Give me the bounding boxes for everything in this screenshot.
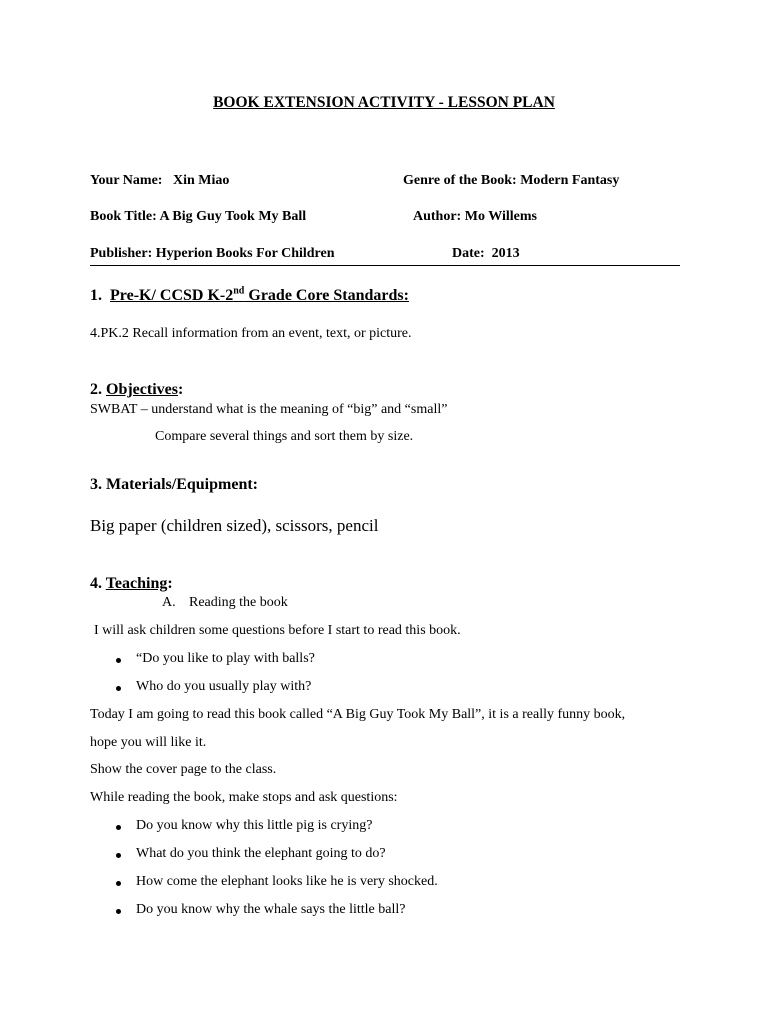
bullet-icon [116,825,121,830]
heading-colon: : [167,575,173,592]
subsection-marker: A. [162,595,176,610]
materials-text: Big paper (children sized), scissors, pencil [90,516,379,535]
date-value: 2013 [491,246,520,261]
genre-value: Modern Fantasy [520,173,620,188]
list-item: Do you know why the whale says the little ball? [136,902,406,917]
objective-line: SWBAT – understand what is the meaning of “big” and “small” [90,402,448,417]
section-number: 1. [90,287,102,304]
header-divider [90,265,680,266]
list-item: Do you know why this little pig is crying? [136,818,373,833]
section-number: 2. [90,381,102,398]
section-standards-title [110,287,409,304]
subsection-title: Reading the book [189,595,288,610]
paragraph: hope you will like it. [90,735,207,750]
list-item: Who do you usually play with? [136,679,312,694]
paragraph: Show the cover page to the class. [90,762,277,777]
author-label: Author: [413,209,462,224]
genre-field [403,173,619,189]
bullet-icon [116,881,121,886]
list-item: What do you think the elephant going to do? [136,846,386,861]
section-materials-heading: 3. Materials/Equipment: [90,476,258,493]
author-field [413,209,537,225]
book-title-field [90,209,306,225]
objective-line: Compare several things and sort them by size. [155,429,414,444]
book-title-value: A Big Guy Took My Ball [159,209,307,224]
list-item: “Do you like to play with balls? [136,651,315,666]
bullet-icon [116,658,121,663]
list-item: How come the elephant looks like he is very shocked. [136,874,438,889]
document-title: BOOK EXTENSION ACTIVITY - LESSON PLAN [213,94,555,111]
publisher-value: Hyperion Books For Children [155,246,335,261]
intro-text: I will ask children some questions before I start to read this book. [94,623,461,638]
standards-title-part-a: Pre-K/ CCSD K-2 [110,287,234,304]
name-label: Your Name: [90,173,163,188]
standards-title-sup: nd [233,285,245,297]
paragraph: While reading the book, make stops and ask questions: [90,790,398,805]
bullet-icon [116,909,121,914]
name-value: Xin Miao [172,173,230,188]
paragraph: Today I am going to read this book called “A Big Guy Took My Ball”, it is a really funny book, [90,707,626,722]
book-title-label: Book Title: [90,209,157,224]
date-label: Date: [452,246,485,261]
publisher-field [90,246,335,262]
author-value: Mo Willems [464,209,537,224]
section-standards-heading [90,287,409,305]
standards-title-part-b: Grade Core Standards: [244,287,409,304]
publisher-label: Publisher: [90,246,153,261]
name-field [90,173,229,189]
section-teaching-title: Teaching [105,575,168,592]
section-number: 4. [90,575,102,592]
section-objectives-heading [90,381,183,399]
section-teaching-heading [90,575,173,593]
section-objectives-title: Objectives [106,381,178,398]
genre-label: Genre of the Book: [403,173,517,188]
bullet-icon [116,686,121,691]
standards-text: 4.PK.2 Recall information from an event, text, or picture. [90,326,412,341]
date-field [452,246,520,262]
bullet-icon [116,853,121,858]
heading-colon: : [177,381,184,398]
